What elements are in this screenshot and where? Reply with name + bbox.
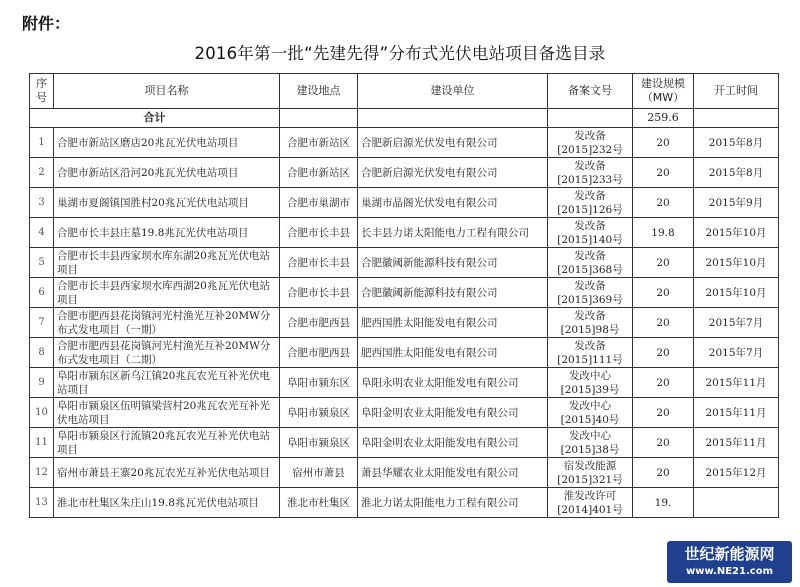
row-location: 合肥市新站区 <box>280 158 358 188</box>
row-doc: 淮发改许可[2014]401号 <box>548 488 633 518</box>
row-start: 2015年7月 <box>694 308 779 338</box>
row-location: 合肥市长丰县 <box>280 248 358 278</box>
row-unit: 合肥徽阈新能源科技有限公司 <box>358 278 548 308</box>
row-doc: 发改备[2015]232号 <box>548 128 633 158</box>
row-seq: 1 <box>30 128 54 158</box>
row-unit: 阜阳金明农业太阳能发电有限公司 <box>358 428 548 458</box>
row-doc: 发改备[2015]369号 <box>548 278 633 308</box>
row-unit: 巢湖市晶阁光伏发电有限公司 <box>358 188 548 218</box>
header-doc: 备案文号 <box>548 74 633 109</box>
table-row <box>30 278 779 308</box>
row-name: 合肥市肥西县花岗镇河光村渔光互补20MW分布式发电项目（一期） <box>54 308 280 338</box>
row-location: 宿州市萧县 <box>280 458 358 488</box>
row-unit: 长丰县力诺太阳能电力工程有限公司 <box>358 218 548 248</box>
row-name: 合肥市长丰县西家坝水库东湖20兆瓦光伏电站项目 <box>54 248 280 278</box>
row-name: 合肥市新站区沿河20兆瓦光伏电站项目 <box>54 158 280 188</box>
row-name: 合肥市长丰县庄墓19.8兆瓦光伏电站项目 <box>54 218 280 248</box>
project-table <box>29 73 779 518</box>
row-unit: 阜阳永明农业太阳能发电有限公司 <box>358 368 548 398</box>
row-name: 巢湖市夏阁镇国胜村20兆瓦光伏电站项目 <box>54 188 280 218</box>
table-row <box>30 428 779 458</box>
table-row <box>30 488 779 518</box>
row-seq: 4 <box>30 218 54 248</box>
table-row <box>30 458 779 488</box>
row-seq: 2 <box>30 158 54 188</box>
row-name: 宿州市萧县王寨20兆瓦农光互补光伏电站项目 <box>54 458 280 488</box>
row-scale: 20 <box>633 428 694 458</box>
table-row <box>30 308 779 338</box>
row-scale: 20 <box>633 338 694 368</box>
row-scale: 20 <box>633 368 694 398</box>
row-name: 合肥市肥西县花岗镇河光村渔光互补20MW分布式发电项目（二期） <box>54 338 280 368</box>
row-doc: 发改备[2015]126号 <box>548 188 633 218</box>
row-start: 2015年12月 <box>694 458 779 488</box>
row-unit: 淮北力诺太阳能电力工程有限公司 <box>358 488 548 518</box>
row-doc: 宿发改能源[2015]321号 <box>548 458 633 488</box>
row-location: 合肥市新站区 <box>280 128 358 158</box>
header-location: 建设地点 <box>280 74 358 109</box>
row-doc: 发改备[2015]111号 <box>548 338 633 368</box>
row-scale: 19. <box>633 488 694 518</box>
row-scale: 20 <box>633 458 694 488</box>
header-start: 开工时间 <box>694 74 779 109</box>
row-name: 阜阳市颍东区新乌江镇20兆瓦农光互补光伏电站项目 <box>54 368 280 398</box>
row-unit: 合肥新启源光伏发电有限公司 <box>358 158 548 188</box>
row-name: 合肥市长丰县西家坝水库西湖20兆瓦光伏电站项目 <box>54 278 280 308</box>
row-scale: 20 <box>633 248 694 278</box>
row-start <box>694 488 779 518</box>
row-seq: 9 <box>30 368 54 398</box>
table-row <box>30 398 779 428</box>
total-row <box>30 109 779 128</box>
header-seq: 序号 <box>30 74 54 109</box>
attachment-label: 附件： <box>22 14 71 33</box>
row-scale: 19.8 <box>633 218 694 248</box>
row-unit: 阜阳金明农业太阳能发电有限公司 <box>358 398 548 428</box>
row-unit: 肥西国胜太阳能发电有限公司 <box>358 308 548 338</box>
row-location: 合肥市长丰县 <box>280 218 358 248</box>
header-unit: 建设单位 <box>358 74 548 109</box>
row-doc: 发改备[2015]233号 <box>548 158 633 188</box>
row-start: 2015年9月 <box>694 188 779 218</box>
row-location: 合肥市肥西县 <box>280 308 358 338</box>
row-scale: 20 <box>633 188 694 218</box>
row-seq: 5 <box>30 248 54 278</box>
total-value: 259.6 <box>633 109 694 128</box>
row-location: 合肥市巢湖市 <box>280 188 358 218</box>
row-start: 2015年11月 <box>694 398 779 428</box>
row-location: 合肥市长丰县 <box>280 278 358 308</box>
row-unit: 合肥新启源光伏发电有限公司 <box>358 128 548 158</box>
row-start: 2015年10月 <box>694 218 779 248</box>
watermark-name: 世纪新能源网 <box>684 545 775 563</box>
row-seq: 3 <box>30 188 54 218</box>
row-doc: 发改中心[2015]39号 <box>548 368 633 398</box>
row-start: 2015年7月 <box>694 338 779 368</box>
row-seq: 12 <box>30 458 54 488</box>
table-row <box>30 248 779 278</box>
row-location: 阜阳市颍泉区 <box>280 398 358 428</box>
row-seq: 10 <box>30 398 54 428</box>
table-row <box>30 128 779 158</box>
row-start: 2015年10月 <box>694 278 779 308</box>
row-start: 2015年8月 <box>694 128 779 158</box>
row-seq: 13 <box>30 488 54 518</box>
row-unit: 合肥徽阈新能源科技有限公司 <box>358 248 548 278</box>
row-scale: 20 <box>633 158 694 188</box>
row-doc: 发改备[2015]98号 <box>548 308 633 338</box>
header-scale: 建设规模（MW） <box>633 74 694 109</box>
row-seq: 7 <box>30 308 54 338</box>
row-scale: 20 <box>633 278 694 308</box>
row-doc: 发改备[2015]368号 <box>548 248 633 278</box>
row-name: 合肥市新站区磨店20兆瓦光伏电站项目 <box>54 128 280 158</box>
row-location: 淮北市杜集区 <box>280 488 358 518</box>
row-scale: 20 <box>633 128 694 158</box>
table-row <box>30 338 779 368</box>
header-name: 项目名称 <box>54 74 280 109</box>
row-unit: 萧县华耀农业太阳能发电有限公司 <box>358 458 548 488</box>
table-row <box>30 218 779 248</box>
total-label: 合计 <box>30 109 280 128</box>
row-start: 2015年10月 <box>694 248 779 278</box>
row-start: 2015年8月 <box>694 158 779 188</box>
row-unit: 肥西国胜太阳能发电有限公司 <box>358 338 548 368</box>
watermark-url: www.NE21.com <box>685 566 773 577</box>
row-doc: 发改中心[2015]40号 <box>548 398 633 428</box>
row-location: 合肥市肥西县 <box>280 338 358 368</box>
table-row <box>30 188 779 218</box>
row-seq: 11 <box>30 428 54 458</box>
row-start: 2015年11月 <box>694 368 779 398</box>
row-location: 阜阳市颍泉区 <box>280 428 358 458</box>
table-row <box>30 368 779 398</box>
row-scale: 20 <box>633 308 694 338</box>
table-row <box>30 158 779 188</box>
row-start: 2015年11月 <box>694 428 779 458</box>
row-location: 阜阳市颍东区 <box>280 368 358 398</box>
header-row <box>30 74 779 109</box>
row-name: 阜阳市颍泉区行流镇20兆瓦农光互补光伏电站项目 <box>54 428 280 458</box>
row-doc: 发改备[2015]140号 <box>548 218 633 248</box>
row-doc: 发改中心[2015]38号 <box>548 428 633 458</box>
site-watermark <box>667 541 792 583</box>
row-name: 淮北市杜集区朱庄山19.8兆瓦光伏电站项目 <box>54 488 280 518</box>
row-name: 阜阳市颍泉区伍明镇梁营村20兆瓦农光互补光伏电站项目 <box>54 398 280 428</box>
row-seq: 6 <box>30 278 54 308</box>
row-scale: 20 <box>633 398 694 428</box>
row-seq: 8 <box>30 338 54 368</box>
document-title: 2016年第一批“先建先得”分布式光伏电站项目备选目录 <box>194 44 606 63</box>
